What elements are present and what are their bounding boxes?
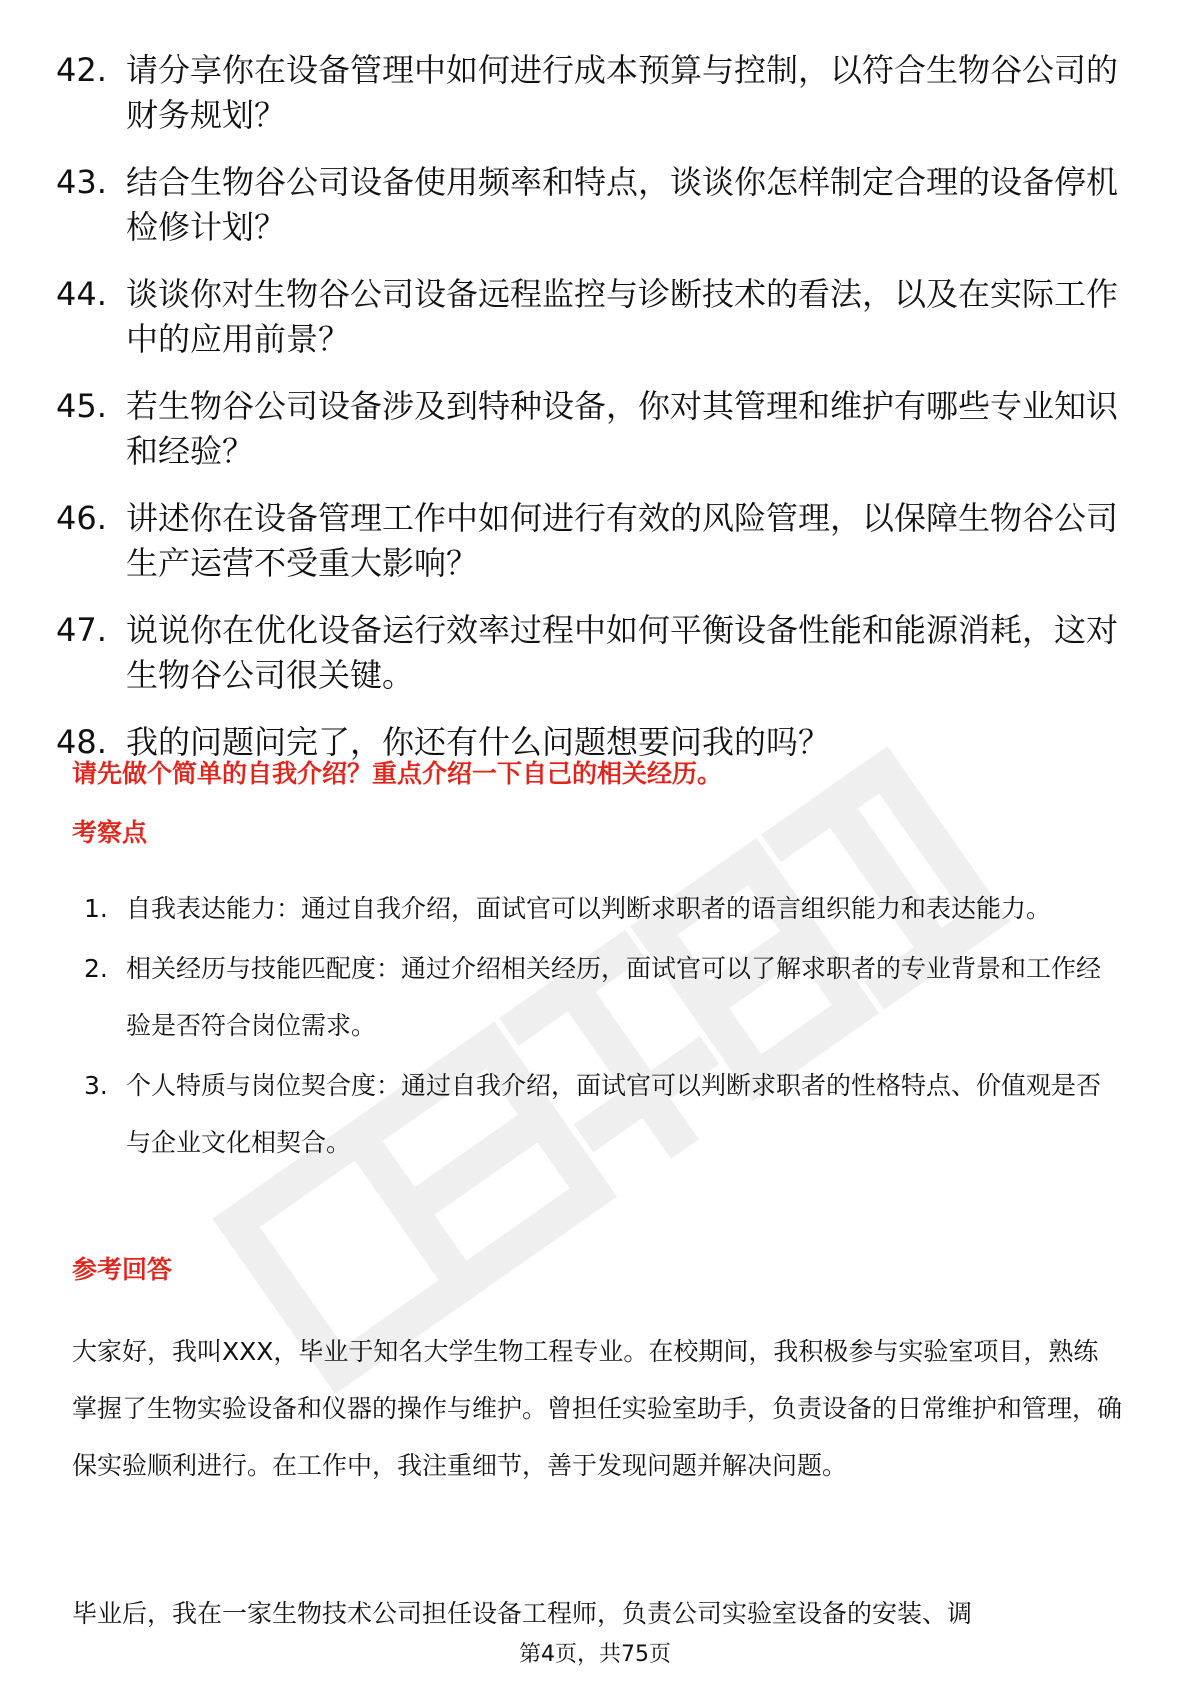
question-number: 47. (56, 611, 107, 649)
focus-point-text: 个人特质与岗位契合度：通过自我介绍，面试官可以判断求职者的性格特点、价值观是否与企业文化相契合。 (126, 1071, 1102, 1157)
focus-point-number: 2. (84, 954, 108, 983)
question-item (56, 496, 1136, 586)
question-number: 46. (56, 499, 107, 537)
answer-paragraph: 大家好，我叫XXX，毕业于知名大学生物工程专业。在校期间，我积极参与实验室项目，熟练掌握了生物实验设备和仪器的操作与维护。曾担任实验室助手，负责设备的日常维护和管理，确保实验顺利进行。在工作中，我注重细节，善于发现问题并解决问题。 (72, 1337, 1123, 1480)
question-text: 请分享你在设备管理中如何进行成本预算与控制，以符合生物谷公司的财务规划？ (126, 51, 1119, 134)
focus-point-text: 自我表达能力：通过自我介绍，面试官可以判断求职者的语言组织能力和表达能力。 (126, 894, 1052, 923)
focus-point-text: 相关经历与技能匹配度：通过介绍相关经历，面试官可以了解求职者的专业背景和工作经验是否符合岗位需求。 (126, 954, 1102, 1040)
reference-answer-heading: 参考回答 (72, 1255, 173, 1284)
question-number: 43. (56, 163, 107, 201)
question-item (56, 272, 1136, 362)
question-item (56, 48, 1136, 138)
focus-point-item (84, 940, 1124, 1054)
question-text: 讲述你在设备管理工作中如何进行有效的风险管理，以保障生物谷公司生产运营不受重大影响？ (126, 499, 1119, 582)
question-number: 48. (56, 723, 107, 761)
focus-point-item (84, 880, 1124, 937)
question-text: 说说你在优化设备运行效率过程中如何平衡设备性能和能源消耗，这对生物谷公司很关键。 (126, 611, 1119, 694)
question-text: 我的问题问完了，你还有什么问题想要问我的吗？ (126, 723, 831, 761)
question-number: 42. (56, 51, 107, 89)
question-text: 谈谈你对生物谷公司设备远程监控与诊断技术的看法，以及在实际工作中的应用前景？ (126, 275, 1119, 358)
question-text: 若生物谷公司设备涉及到特种设备，你对其管理和维护有哪些专业知识和经验？ (126, 387, 1119, 470)
page-footer: 第4页，共75页 (519, 1642, 671, 1667)
question-text: 结合生物谷公司设备使用频率和特点，谈谈你怎样制定合理的设备停机检修计划？ (126, 163, 1119, 246)
question-number: 44. (56, 275, 107, 313)
question-item (56, 160, 1136, 250)
answer-paragraph: 毕业后，我在一家生物技术公司担任设备工程师，负责公司实验室设备的安装、调 (72, 1599, 973, 1628)
focus-point-number: 3. (84, 1071, 108, 1100)
question-item (56, 384, 1136, 474)
focus-points-list (84, 880, 1124, 1174)
question-list (56, 48, 1136, 787)
question-item (56, 608, 1136, 698)
focus-point-number: 1. (84, 894, 108, 923)
question-number: 45. (56, 387, 107, 425)
interview-question-heading: 请先做个简单的自我介绍？重点介绍一下自己的相关经历。 (72, 759, 723, 788)
focus-point-item (84, 1057, 1124, 1171)
focus-points-heading: 考察点 (72, 818, 148, 847)
